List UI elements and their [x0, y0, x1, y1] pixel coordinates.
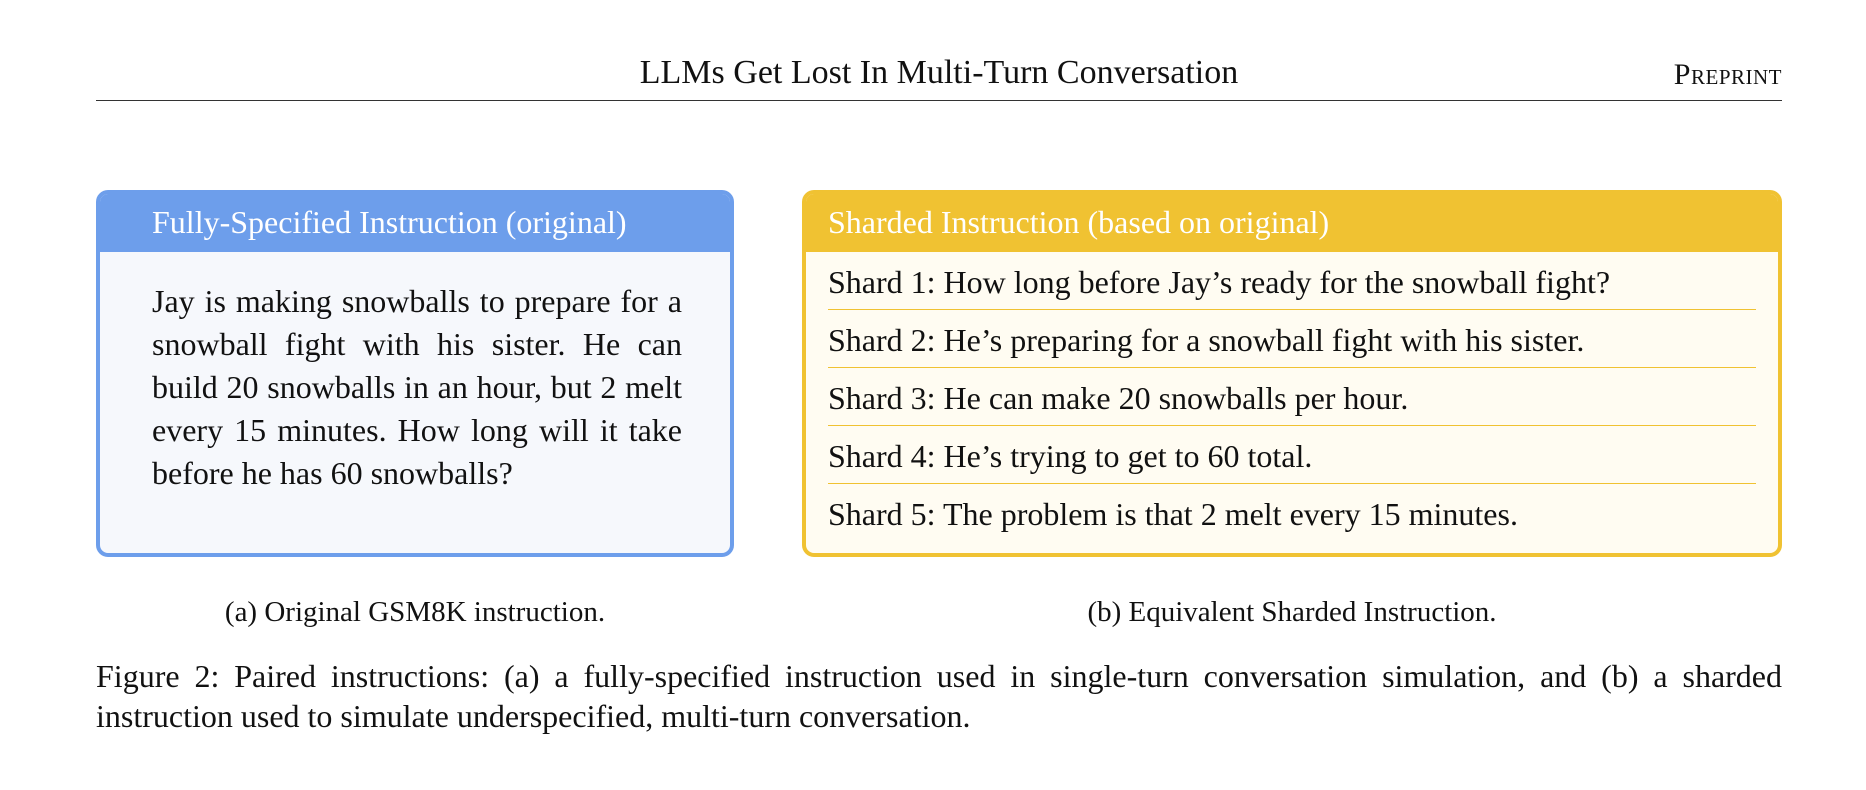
- shard-list: [806, 252, 1778, 541]
- paper-title: LLMs Get Lost In Multi-Turn Conversation: [639, 54, 1239, 91]
- shard-item: Shard 3: He can make 20 snowballs per hour.: [828, 368, 1756, 426]
- fully-specified-instruction-text: Jay is making snowballs to prepare for a snowball fight with his sister. He can build 20 snowballs in an hour, but 2 melt every 15 minutes. How long will it take before he has 60 snowballs?: [152, 283, 682, 491]
- subcaption-a: (a) Original GSM8K instruction.: [224, 596, 606, 628]
- subcaption-b: (b) Equivalent Sharded Instruction.: [1087, 596, 1497, 628]
- shard-item: Shard 5: The problem is that 2 melt every 15 minutes.: [828, 496, 1518, 532]
- fully-specified-instruction-box: [96, 190, 734, 557]
- shard-item: Shard 2: He’s preparing for a snowball fight with his sister.: [828, 310, 1756, 368]
- figure-caption: Figure 2: Paired instructions: (a) a fully-specified instruction used in single-turn conversation simulation, and (b) a sharded instruction used to simulate underspecified, multi-turn conversation.: [96, 658, 1782, 734]
- sharded-instruction-box: [802, 190, 1782, 557]
- preprint-label: Preprint: [1673, 58, 1782, 91]
- shard-item: Shard 4: He’s trying to get to 60 total.: [828, 426, 1756, 484]
- shard-item: Shard 1: How long before Jay’s ready for the snowball fight?: [828, 252, 1756, 310]
- running-header: [96, 50, 1782, 101]
- fully-specified-box-title: Fully-Specified Instruction (original): [100, 194, 730, 252]
- sharded-box-title: Sharded Instruction (based on original): [806, 194, 1778, 252]
